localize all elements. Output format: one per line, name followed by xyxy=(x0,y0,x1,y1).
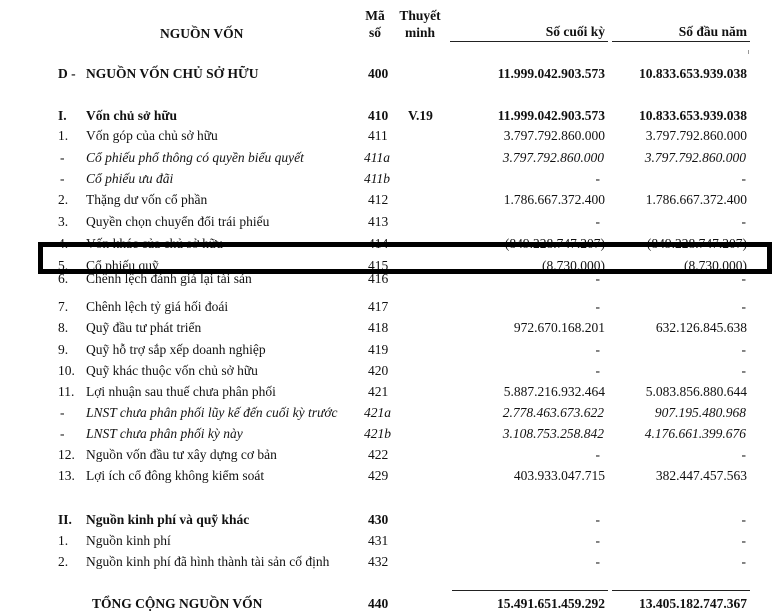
row-label: LNST chưa phân phối lũy kế đến cuối kỳ trước xyxy=(86,405,338,420)
row-no: 8. xyxy=(58,320,69,335)
row-no: 10. xyxy=(58,363,75,378)
row-code: 421 xyxy=(368,384,389,399)
row-no: 5. xyxy=(58,258,69,273)
row-label: Cổ phiếu quỹ xyxy=(86,258,159,273)
row-label: Nguồn kinh phí đã hình thành tài sản cố định xyxy=(86,554,330,569)
row-label: Cổ phiếu phổ thông có quyền biểu quyết xyxy=(86,150,304,165)
header-end-period: Số cuối kỳ xyxy=(545,24,605,39)
header-end-underline xyxy=(450,41,608,42)
row-label: Quỹ hỗ trợ sắp xếp doanh nghiệp xyxy=(86,342,266,357)
row-code: 411 xyxy=(368,128,388,143)
row-begin-value: - xyxy=(741,342,746,357)
row-code: 421a xyxy=(364,405,391,420)
row-label: Cổ phiếu ưu đãi xyxy=(86,171,174,186)
row-no: 6. xyxy=(58,271,69,286)
row-label: Lợi nhuận sau thuế chưa phân phối xyxy=(86,384,276,399)
row-label: Chênh lệch tỷ giá hối đoái xyxy=(86,299,229,314)
header-begin-underline xyxy=(612,41,750,42)
row-no: - xyxy=(60,171,65,186)
header-code-line2: số xyxy=(368,25,381,40)
row-end-value: - xyxy=(595,171,600,186)
row-end-value: (849.228.747.207) xyxy=(504,236,605,251)
row-begin-value: 1.786.667.372.400 xyxy=(645,192,747,207)
row-begin-value: 4.176.661.399.676 xyxy=(644,426,746,441)
row-begin-value: - xyxy=(741,554,746,569)
row-end-value: 972.670.168.201 xyxy=(513,320,605,335)
total-end-value: 15.491.651.459.292 xyxy=(497,596,605,611)
row-end-value: (8.730.000) xyxy=(542,258,605,273)
row-no: 3. xyxy=(58,214,69,229)
row-end-value: - xyxy=(595,342,600,357)
row-no: - xyxy=(60,426,65,441)
row-code: 420 xyxy=(368,363,389,378)
row-label: Quỹ khác thuộc vốn chủ sở hữu xyxy=(86,363,258,378)
header-note-line1: Thuyết xyxy=(399,8,441,23)
row-end-value: - xyxy=(595,299,600,314)
row-no: 11. xyxy=(58,384,75,399)
row-end-value: - xyxy=(595,271,600,286)
row-no: 4. xyxy=(58,236,69,251)
row-begin-value: 907.195.480.968 xyxy=(654,405,746,420)
row-label: Quỹ đầu tư phát triển xyxy=(86,320,202,335)
row-begin-value: - xyxy=(741,214,746,229)
row-label: Nguồn kinh phí xyxy=(86,533,171,548)
total-label: TỔNG CỘNG NGUỒN VỐN xyxy=(92,596,263,611)
row-end-value: - xyxy=(595,512,600,527)
row-label: Lợi ích cổ đông không kiểm soát xyxy=(86,468,265,483)
header-code-line1: Mã xyxy=(365,8,385,23)
row-end-value: 11.999.042.903.573 xyxy=(497,66,605,81)
row-begin-value: 3.797.792.860.000 xyxy=(645,128,747,143)
row-code: 400 xyxy=(368,66,389,81)
row-code: 413 xyxy=(368,214,389,229)
row-code: 430 xyxy=(368,512,389,527)
row-no: 2. xyxy=(58,192,69,207)
row-label: Vốn góp của chủ sở hữu xyxy=(86,128,218,143)
row-code: 416 xyxy=(368,271,389,286)
row-code: 411a xyxy=(364,150,390,165)
row-code: 432 xyxy=(368,554,389,569)
row-begin-value: (849.228.747.207) xyxy=(646,236,747,251)
row-end-value: 11.999.042.903.573 xyxy=(497,108,605,123)
row-begin-value: - xyxy=(741,533,746,548)
row-end-value: - xyxy=(595,533,600,548)
row-label: Chênh lệch đánh giá lại tài sản xyxy=(86,271,252,286)
row-begin-value: - xyxy=(741,447,746,462)
row-code: 429 xyxy=(368,468,389,483)
row-no: 1. xyxy=(58,128,69,143)
row-end-value: - xyxy=(595,363,600,378)
row-no: 2. xyxy=(58,554,69,569)
row-code: 422 xyxy=(368,447,389,462)
total-code: 440 xyxy=(368,596,389,611)
row-code: 415 xyxy=(368,258,389,273)
row-label: Nguồn kinh phí và quỹ khác xyxy=(86,512,250,527)
row-code: 419 xyxy=(368,342,389,357)
row-label: NGUỒN VỐN CHỦ SỞ HỮU xyxy=(86,66,259,81)
row-end-value: 3.108.753.258.842 xyxy=(502,426,604,441)
row-no: D - xyxy=(58,66,76,81)
row-label: Vốn chủ sở hữu xyxy=(86,108,177,123)
row-label: Thặng dư vốn cổ phần xyxy=(86,192,208,207)
row-begin-value: - xyxy=(741,299,746,314)
row-no: 1. xyxy=(58,533,69,548)
row-no: 9. xyxy=(58,342,69,357)
row-end-value: 3.797.792.860.000 xyxy=(503,128,605,143)
row-code: 421b xyxy=(364,426,391,441)
row-label: Vốn khác của chủ sở hữu xyxy=(86,236,224,251)
row-no: I. xyxy=(58,108,67,123)
total-end-rule xyxy=(452,590,608,591)
row-code: 410 xyxy=(368,108,389,123)
row-begin-value: 3.797.792.860.000 xyxy=(644,150,746,165)
row-no: - xyxy=(60,150,65,165)
header-begin-year: Số đầu năm xyxy=(678,24,747,39)
row-code: 411b xyxy=(364,171,390,186)
row-end-value: 403.933.047.715 xyxy=(513,468,605,483)
row-no: 13. xyxy=(58,468,75,483)
row-begin-value: - xyxy=(741,363,746,378)
row-begin-value: - xyxy=(741,171,746,186)
row-begin-value: - xyxy=(741,271,746,286)
row-note: V.19 xyxy=(408,108,433,123)
row-partially-hidden-416 xyxy=(43,271,767,288)
row-code: 418 xyxy=(368,320,389,335)
scan-mark xyxy=(748,50,749,54)
row-begin-value: 632.126.845.638 xyxy=(655,320,747,335)
row-no: 12. xyxy=(58,447,75,462)
row-code: 431 xyxy=(368,533,389,548)
row-code: 414 xyxy=(368,236,389,251)
header-source: NGUỒN VỐN xyxy=(160,26,244,41)
row-end-value: - xyxy=(595,554,600,569)
row-begin-value: - xyxy=(741,512,746,527)
row-partially-hidden-414 xyxy=(43,235,767,251)
row-no: 7. xyxy=(58,299,69,314)
total-begin-rule xyxy=(612,590,750,591)
row-no: - xyxy=(60,405,65,420)
row-end-value: - xyxy=(595,214,600,229)
row-label: Quyền chọn chuyển đổi trái phiếu xyxy=(86,214,270,229)
row-end-value: 1.786.667.372.400 xyxy=(503,192,605,207)
row-label: LNST chưa phân phối kỳ này xyxy=(86,426,243,441)
row-label: Nguồn vốn đầu tư xây dựng cơ bản xyxy=(86,447,277,462)
row-end-value: 3.797.792.860.000 xyxy=(502,150,604,165)
row-begin-value: (8.730.000) xyxy=(684,258,747,273)
row-code: 417 xyxy=(368,299,389,314)
row-begin-value: 10.833.653.939.038 xyxy=(639,66,747,81)
row-begin-value: 5.083.856.880.644 xyxy=(645,384,747,399)
row-code: 412 xyxy=(368,192,389,207)
header-note-line2: minh xyxy=(404,25,435,40)
row-end-value: 2.778.463.673.622 xyxy=(502,405,604,420)
row-begin-value: 382.447.457.563 xyxy=(655,468,747,483)
row-no: II. xyxy=(58,512,72,527)
row-end-value: - xyxy=(595,447,600,462)
total-begin-value: 13.405.182.747.367 xyxy=(639,596,747,611)
row-end-value: 5.887.216.932.464 xyxy=(503,384,605,399)
row-begin-value: 10.833.653.939.038 xyxy=(639,108,747,123)
